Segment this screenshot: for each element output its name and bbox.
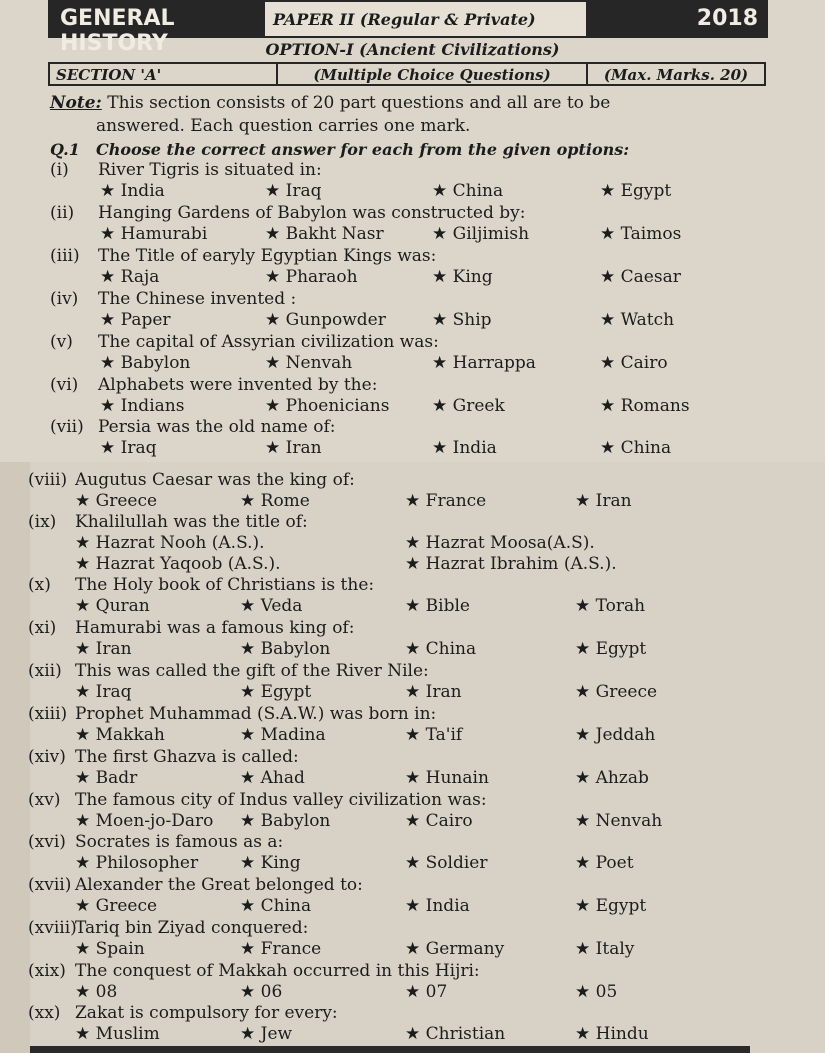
answer-option: ★ Raja [100,267,160,287]
question-text: Khalilullah was the title of: [75,512,308,532]
answer-option: ★ Hamurabi [100,224,208,244]
note-line2: answered. Each question carries one mark. [96,116,471,136]
answer-option: ★ Iran [575,491,632,511]
answer-option: ★ France [240,939,322,959]
answer-option: ★ Pharaoh [265,267,358,287]
answer-option: ★ China [405,639,477,659]
section-type: (Multiple Choice Questions) [278,64,588,84]
answer-option: ★ Nenvah [265,353,353,373]
note-line1: This section consists of 20 part questions and all are to be [107,93,611,113]
answer-option: ★ Veda [240,596,303,616]
answer-option: ★ Hazrat Ibrahim (A.S.). [405,554,617,574]
answer-option: ★ Greek [432,396,505,416]
answer-option: ★ China [432,181,504,201]
answer-option: ★ King [240,853,301,873]
answer-option: ★ Babylon [100,353,191,373]
answer-option: ★ Bakht Nasr [265,224,384,244]
question-number: (vi) [50,375,79,395]
answer-option: ★ Bible [405,596,470,616]
answer-option: ★ Caesar [600,267,681,287]
answer-option: ★ Egypt [575,896,647,916]
question-number: (xii) [28,661,62,681]
question-number: (ii) [50,203,75,223]
question-instruction: Choose the correct answer for each from the given options: [96,140,630,159]
answer-option: ★ Ta'if [405,725,463,745]
answer-option: ★ Spain [75,939,145,959]
answer-option: ★ Christian [405,1024,506,1044]
answer-option: ★ Greece [75,491,158,511]
question-number: (iii) [50,246,80,266]
note-label: Note: [50,93,102,113]
answer-option: ★ 05 [575,982,618,1002]
question-text: The Holy book of Christians is the: [75,575,375,595]
answer-option: ★ Iraq [100,438,157,458]
question-number: (ix) [28,512,57,532]
page-shadow [0,462,30,1053]
question-number: Q.1 [50,140,80,159]
question-text: Alexander the Great belonged to: [75,875,363,895]
question-number: (i) [50,160,69,180]
answer-option: ★ Soldier [405,853,488,873]
answer-option: ★ China [240,896,312,916]
answer-option: ★ Germany [405,939,505,959]
answer-option: ★ Nenvah [575,811,663,831]
answer-option: ★ Hazrat Moosa(A.S). [405,533,595,553]
option-title: OPTION-I (Ancient Civilizations) [265,40,560,59]
question-number: (v) [50,332,73,352]
question-1-heading [50,140,629,159]
question-text: The Chinese invented : [98,289,297,309]
question-text: Hanging Gardens of Babylon was constructed by: [98,203,526,223]
answer-option: ★ Rome [240,491,310,511]
answer-option: ★ Egypt [600,181,672,201]
question-number: (xvi) [28,832,66,852]
answer-option: ★ Ahzab [575,768,649,788]
answer-option: ★ Taimos [600,224,682,244]
answer-option: ★ Ship [432,310,492,330]
answer-option: ★ Makkah [75,725,165,745]
question-number: (xiv) [28,747,66,767]
question-number: (xx) [28,1003,61,1023]
question-number: (vii) [50,417,84,437]
answer-option: ★ Babylon [240,811,331,831]
answer-option: ★ Quran [75,596,150,616]
answer-option: ★ Watch [600,310,675,330]
answer-option: ★ Moen-jo-Daro [75,811,214,831]
answer-option: ★ 08 [75,982,118,1002]
question-text: The first Ghazva is called: [75,747,299,767]
question-text: Augutus Caesar was the king of: [75,470,355,490]
answer-option: ★ Gunpowder [265,310,386,330]
question-text: The conquest of Makkah occurred in this Hijri: [75,961,480,981]
answer-option: ★ Cairo [600,353,668,373]
question-number: (xi) [28,618,57,638]
answer-option: ★ Hindu [575,1024,649,1044]
answer-option: ★ Iran [405,682,462,702]
section-row [48,62,766,86]
question-text: Tariq bin Ziyad conquered: [75,918,309,938]
answer-option: ★ Indians [100,396,185,416]
question-number: (xviii) [28,918,77,938]
answer-option: ★ Greece [575,682,658,702]
answer-option: ★ Jeddah [575,725,656,745]
question-number: (viii) [28,470,68,490]
answer-option: ★ Torah [575,596,646,616]
question-text: Zakat is compulsory for every: [75,1003,338,1023]
answer-option: ★ India [405,896,470,916]
answer-option: ★ Hunain [405,768,489,788]
max-marks: (Max. Marks. 20) [603,66,749,84]
answer-option: ★ Egypt [575,639,647,659]
answer-option: ★ Hazrat Nooh (A.S.). [75,533,265,553]
question-text: The Title of earyly Egyptian Kings was: [98,246,437,266]
answer-option: ★ Harrappa [432,353,536,373]
section-label: SECTION 'A' [50,64,278,84]
question-number: (xiii) [28,704,68,724]
paper-title: PAPER II (Regular & Private) [263,0,588,38]
answer-option: ★ Phoenicians [265,396,390,416]
footer-bar [30,1046,750,1053]
answer-option: ★ 07 [405,982,448,1002]
answer-option: ★ Italy [575,939,635,959]
answer-option: ★ Iran [265,438,322,458]
answer-option: ★ Egypt [240,682,312,702]
question-number: (x) [28,575,51,595]
answer-option: ★ Iraq [75,682,132,702]
question-text: River Tigris is situated in: [98,160,322,180]
subject-title: GENERAL HISTORY [48,0,263,38]
answer-option: ★ Badr [75,768,138,788]
answer-option: ★ King [432,267,493,287]
answer-option: ★ India [100,181,165,201]
answer-option: ★ Hazrat Yaqoob (A.S.). [75,554,281,574]
answer-option: ★ Greece [75,896,158,916]
question-text: This was called the gift of the River Nile: [75,661,429,681]
answer-option: ★ 06 [240,982,283,1002]
question-number: (xv) [28,790,61,810]
answer-option: ★ China [600,438,672,458]
question-number: (xix) [28,961,66,981]
answer-option: ★ Ahad [240,768,305,788]
question-text: Prophet Muhammad (S.A.W.) was born in: [75,704,437,724]
answer-option: ★ Paper [100,310,171,330]
exam-year: 2018 [588,0,768,38]
question-text: Socrates is famous as a: [75,832,284,852]
answer-option: ★ Cairo [405,811,473,831]
question-text: Hamurabi was a famous king of: [75,618,355,638]
answer-option: ★ Iran [75,639,132,659]
answer-option: ★ Babylon [240,639,331,659]
question-text: The famous city of Indus valley civilization was: [75,790,487,810]
question-text: Persia was the old name of: [98,417,336,437]
question-text: The capital of Assyrian civilization was: [98,332,439,352]
question-number: (xvii) [28,875,72,895]
answer-option: ★ Iraq [265,181,322,201]
question-text: Alphabets were invented by the: [98,375,378,395]
answer-option: ★ France [405,491,487,511]
answer-option: ★ Madina [240,725,326,745]
answer-option: ★ Romans [600,396,690,416]
answer-option: ★ Giljimish [432,224,530,244]
question-number: (iv) [50,289,79,309]
answer-option: ★ India [432,438,497,458]
answer-option: ★ Poet [575,853,634,873]
answer-option: ★ Muslim [75,1024,160,1044]
note-block [50,92,780,138]
answer-option: ★ Philosopher [75,853,199,873]
answer-option: ★ Jew [240,1024,293,1044]
